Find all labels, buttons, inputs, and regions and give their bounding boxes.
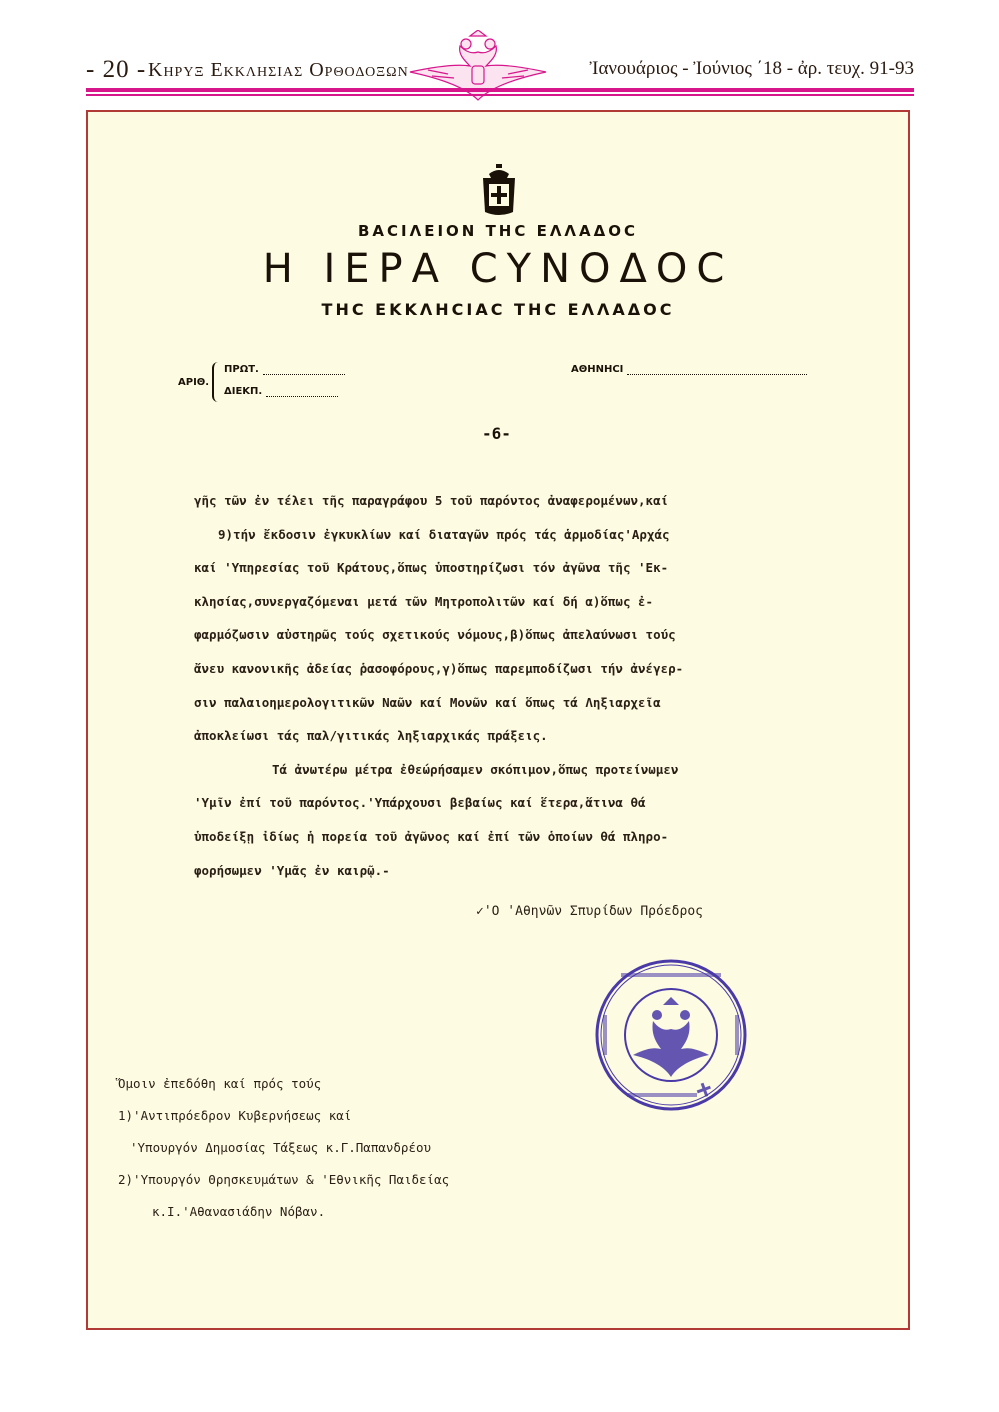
body-line: ἀποκλείωσι τάς παλ/γιτικάς ληξιαρχικάς πράξεις. <box>194 728 548 744</box>
page-number: - 20 - <box>86 56 147 83</box>
page-marker: -6- <box>482 424 511 443</box>
diekp-blank <box>266 396 338 397</box>
body-line: ὑποδείξῃ ἰδίως ἡ πορεία τοῦ ἀγῶνος καί ἐπί τῶν ὁποίων θά πληρο- <box>194 828 669 844</box>
body-line: σιν παλαιοημερολογιτικῶν Ναῶν καί Μονῶν καί ὅπως τά Ληξιαρχεῖα <box>194 694 661 710</box>
royal-crest-icon <box>479 164 519 216</box>
cc-line: κ.Ι.'Αθανασιάδην Νόβαν. <box>152 1204 326 1219</box>
place-blank <box>627 374 807 375</box>
letter-body <box>194 484 844 887</box>
place-field <box>571 364 807 375</box>
protocol-field <box>224 364 345 375</box>
body-line: καί 'Υπηρεσίας τοῦ Κράτους,ὅπως ὑποστηρίζωσι τόν ἀγῶνα τῆς 'Εκ- <box>194 560 669 576</box>
kingdom-heading: ΒΑCΙΛΕΙΟΝ ΤΗC ΕΛΛΑΔΟC <box>357 222 639 240</box>
diekp-field <box>224 386 338 397</box>
signature-line: ✓'Ο 'Αθηνῶν Σπυρίδων Πρόεδρος <box>476 904 703 919</box>
header-rule-thin <box>86 94 914 96</box>
letter-sheet <box>86 110 910 1330</box>
protocol-blank <box>263 374 345 375</box>
body-line: 'Υμῖν ἐπί τοῦ παρόντος.'Υπάρχουσι βεβαίως καί ἕτερα,ἅτινα θά <box>194 795 646 811</box>
body-line: φαρμόζωσιν αὐστηρῶς τούς σχετικούς νόμους,β)ὅπως ἀπελαύνωσι τούς <box>194 627 676 643</box>
running-header <box>86 52 914 92</box>
cc-line: 1)'Αντιπρόεδρον Κυβερνήσεως καί <box>118 1108 352 1123</box>
institution-heading: Η ΙΕΡΑ CΥΝΟΔΟC <box>262 246 734 292</box>
cc-line: 'Υπουργόν Δημοσίας Τάξεως κ.Γ.Παπανδρέου <box>130 1140 432 1155</box>
issue-info: Ἰανουάριος - Ἰούνιος ΄18 - ἀρ. τευχ. 91-93 <box>589 58 914 79</box>
church-heading: ΤΗC ΕΚΚΛΗCΙΑC ΤΗC ΕΛΛΑΔΟC <box>321 300 675 319</box>
body-line: φορήσωμεν 'Υμᾶς ἐν καιρῷ.- <box>194 862 390 878</box>
body-line: Τά ἀνωτέρω μέτρα ἐθεώρήσαμεν σκόπιμον,ὅπως προτείνωμεν <box>272 761 679 777</box>
protocol-label: ΠΡΩΤ. <box>224 364 259 375</box>
cc-line: 2)'Υπουργόν Θρησκευμάτων & 'Εθνικῆς Παιδείας <box>118 1172 450 1187</box>
header-rule <box>86 88 914 92</box>
copies-note <box>118 1068 678 1228</box>
body-line: ἄνευ κανονικῆς ἀδείας ῥασοφόρους,γ)ὅπως παρεμποδίζωσι τήν ἀνέγερ- <box>194 660 684 676</box>
body-line: 9)τήν ἔκδοσιν ἐγκυκλίων καί διαταγῶν πρός τάς ἁρμοδίας'Αρχάς <box>218 526 670 542</box>
journal-title: Κηρυξ Εκκλησιας Ορθοδοξων <box>148 59 409 81</box>
place-label: ΑΘΗΝΗCΙ <box>571 364 624 375</box>
cc-line: Ὅμοιν ἐπεδόθη καί πρός τούς <box>118 1076 322 1091</box>
reference-label: ΑΡΙΘ. <box>178 377 210 388</box>
body-line: γῆς τῶν ἐν τέλει τῆς παραγράφου 5 τοῦ παρόντος ἀναφερομένων,καί <box>194 493 669 508</box>
diekp-label: ΔΙΕΚΠ. <box>224 386 263 397</box>
reference-brace <box>212 362 222 402</box>
body-line: κλησίας,συνεργαζόμεναι μετά τῶν Μητροπολιτῶν καί δή α)ὅπως ἐ- <box>194 593 654 609</box>
